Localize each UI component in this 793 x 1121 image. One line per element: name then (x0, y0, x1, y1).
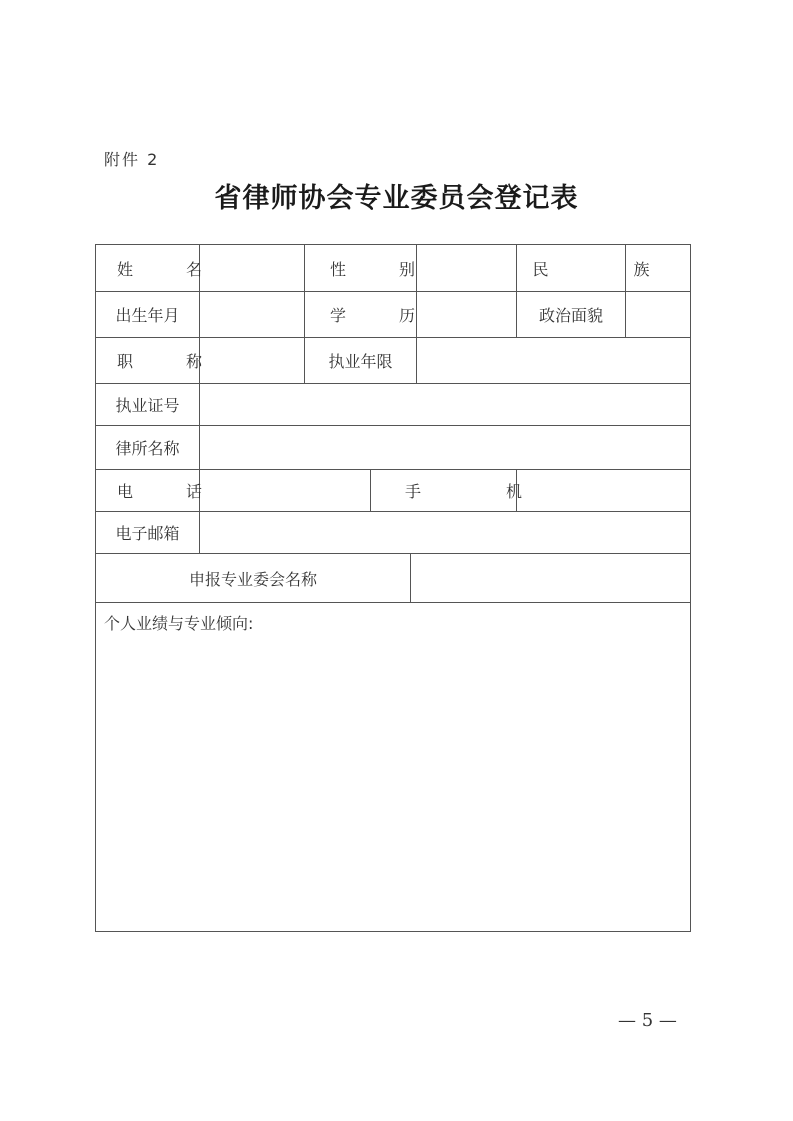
table-border-right (690, 244, 691, 932)
mobile-field[interactable] (517, 470, 690, 511)
practice-years-label: 执业年限 (328, 352, 393, 371)
ethnicity-label: 民 族 (532, 259, 690, 279)
license-number-label: 执业证号 (115, 396, 180, 415)
birth-field[interactable] (200, 292, 304, 337)
law-firm-field[interactable] (200, 426, 690, 469)
license-number-field[interactable] (200, 384, 690, 425)
performance-label: 个人业绩与专业倾向: (104, 613, 254, 633)
political-status-field[interactable] (626, 292, 690, 337)
birth-label: 出生年月 (115, 306, 180, 325)
title-field[interactable] (200, 338, 304, 383)
committee-name-field[interactable] (411, 554, 690, 602)
title-label: 职 称 (116, 352, 227, 371)
education-field[interactable] (417, 292, 516, 337)
table-row-divider (95, 602, 691, 603)
phone-field[interactable] (200, 470, 370, 511)
phone-label: 电 话 (116, 482, 227, 501)
gender-field[interactable] (417, 245, 516, 291)
law-firm-label: 律所名称 (115, 439, 180, 458)
gender-label: 性 别 (329, 259, 440, 279)
page-title: 省律师协会专业委员会登记表 (214, 183, 579, 214)
attachment-label: 附件 2 (104, 150, 160, 169)
committee-name-label: 申报专业委会名称 (188, 569, 317, 589)
performance-field[interactable] (96, 640, 690, 930)
email-label: 电子邮箱 (115, 524, 180, 543)
mobile-label: 手 机 (404, 482, 563, 501)
practice-years-field[interactable] (417, 338, 690, 383)
political-status-label: 政治面貌 (538, 306, 603, 325)
name-field[interactable] (200, 245, 304, 291)
table-border-bottom (95, 931, 691, 932)
name-label: 姓 名 (116, 259, 227, 279)
page-number: — 5 — (618, 1010, 677, 1031)
ethnicity-field[interactable] (626, 245, 690, 291)
education-label: 学 历 (329, 306, 440, 325)
email-field[interactable] (200, 512, 690, 553)
